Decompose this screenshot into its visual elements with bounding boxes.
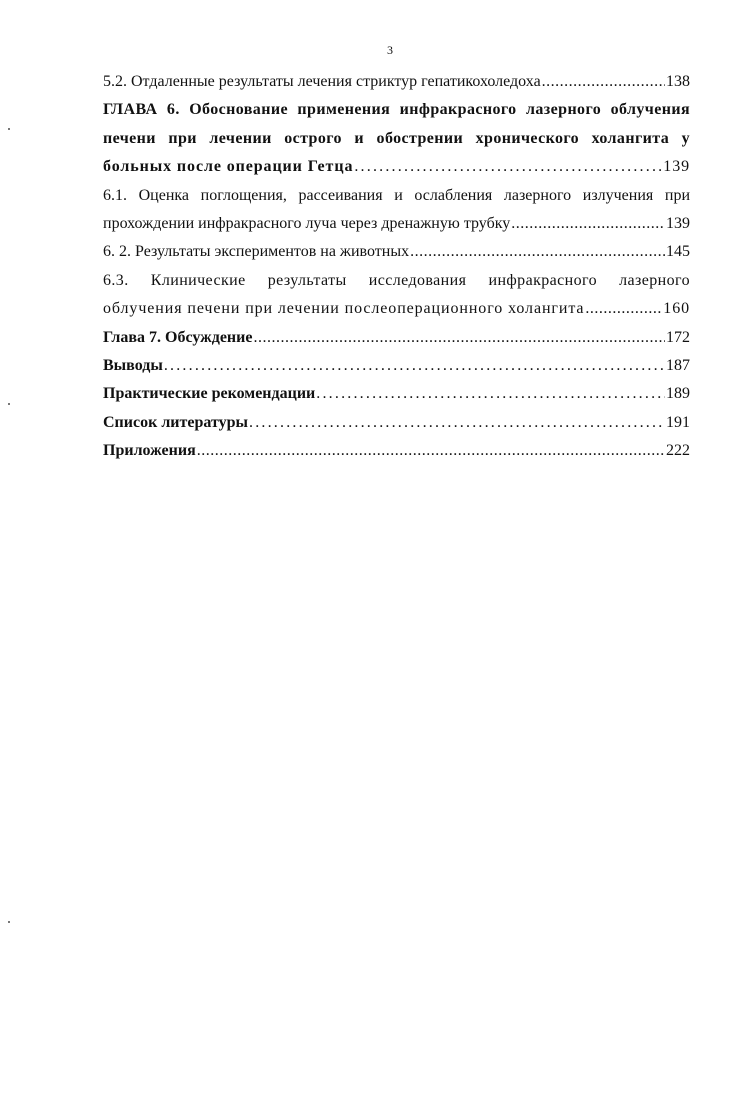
toc-page-number: 172 bbox=[666, 328, 690, 346]
table-of-contents bbox=[103, 68, 690, 466]
page-number: 3 bbox=[387, 43, 393, 57]
toc-entry-title: Выводы bbox=[103, 357, 163, 375]
toc-entry-6-1[interactable] bbox=[103, 182, 690, 239]
toc-entry-title: 5.2. Отдаленные результаты лечения стриктур гепатикохоледоха bbox=[103, 73, 541, 90]
toc-entry-title: Приложения bbox=[103, 442, 196, 460]
toc-entry-title: 6.3. Клинические результаты исследования инфракрасного лазерного bbox=[103, 271, 690, 289]
toc-entry-title: Практические рекомендации bbox=[103, 385, 316, 403]
toc-page-number: 145 bbox=[666, 243, 690, 261]
toc-page-number: 191 bbox=[666, 413, 690, 431]
toc-page-number: 189 bbox=[666, 385, 690, 403]
dot-leader bbox=[585, 295, 662, 323]
toc-page-number: 138 bbox=[666, 73, 690, 90]
margin-mark bbox=[8, 128, 10, 130]
toc-entry-title: ГЛАВА 6. Обоснование применения инфракрасного лазерного облучения bbox=[103, 101, 690, 119]
toc-entry-chapter-7[interactable] bbox=[103, 324, 690, 352]
dot-leader bbox=[410, 238, 665, 266]
toc-entry-title: Список литературы bbox=[103, 413, 248, 431]
dot-leader bbox=[253, 324, 665, 352]
toc-entry-title: облучения печени при лечении послеоперационного холангита bbox=[103, 300, 585, 318]
toc-entry-6-3[interactable] bbox=[103, 267, 690, 324]
toc-page-number: 222 bbox=[666, 442, 690, 460]
dot-leader bbox=[354, 153, 662, 181]
margin-mark bbox=[8, 403, 10, 405]
toc-entry-title: Глава 7. Обсуждение bbox=[103, 328, 253, 346]
toc-entry-title: печени при лечении острого и обострении хронического холангита у bbox=[103, 129, 690, 147]
toc-entry-conclusions[interactable] bbox=[103, 352, 690, 380]
toc-entry-recommendations[interactable] bbox=[103, 380, 690, 408]
dot-leader bbox=[249, 409, 665, 437]
margin-mark bbox=[8, 921, 10, 923]
toc-entry-title: больных после операции Гетца bbox=[103, 158, 354, 176]
dot-leader bbox=[316, 380, 665, 408]
toc-entry-references[interactable] bbox=[103, 409, 690, 437]
dot-leader bbox=[197, 437, 665, 465]
dot-leader bbox=[542, 68, 665, 96]
toc-page-number: 139 bbox=[663, 158, 690, 176]
dot-leader bbox=[164, 352, 665, 380]
toc-page-number: 160 bbox=[663, 300, 690, 318]
toc-page-number: 187 bbox=[666, 357, 690, 375]
toc-entry-title: 6.1. Оценка поглощения, рассеивания и ослабления лазерного излучения при bbox=[103, 186, 690, 204]
toc-entry-appendices[interactable] bbox=[103, 437, 690, 465]
toc-entry-chapter-6[interactable] bbox=[103, 96, 690, 181]
dot-leader bbox=[511, 210, 665, 238]
toc-entry-title: прохождении инфракрасного луча через дренажную трубку bbox=[103, 215, 511, 233]
toc-entry-title: 6. 2. Результаты экспериментов на животных bbox=[103, 243, 410, 261]
toc-entry-6-2[interactable] bbox=[103, 238, 690, 266]
toc-page-number: 139 bbox=[666, 215, 690, 233]
toc-entry-5-2[interactable] bbox=[103, 68, 690, 96]
